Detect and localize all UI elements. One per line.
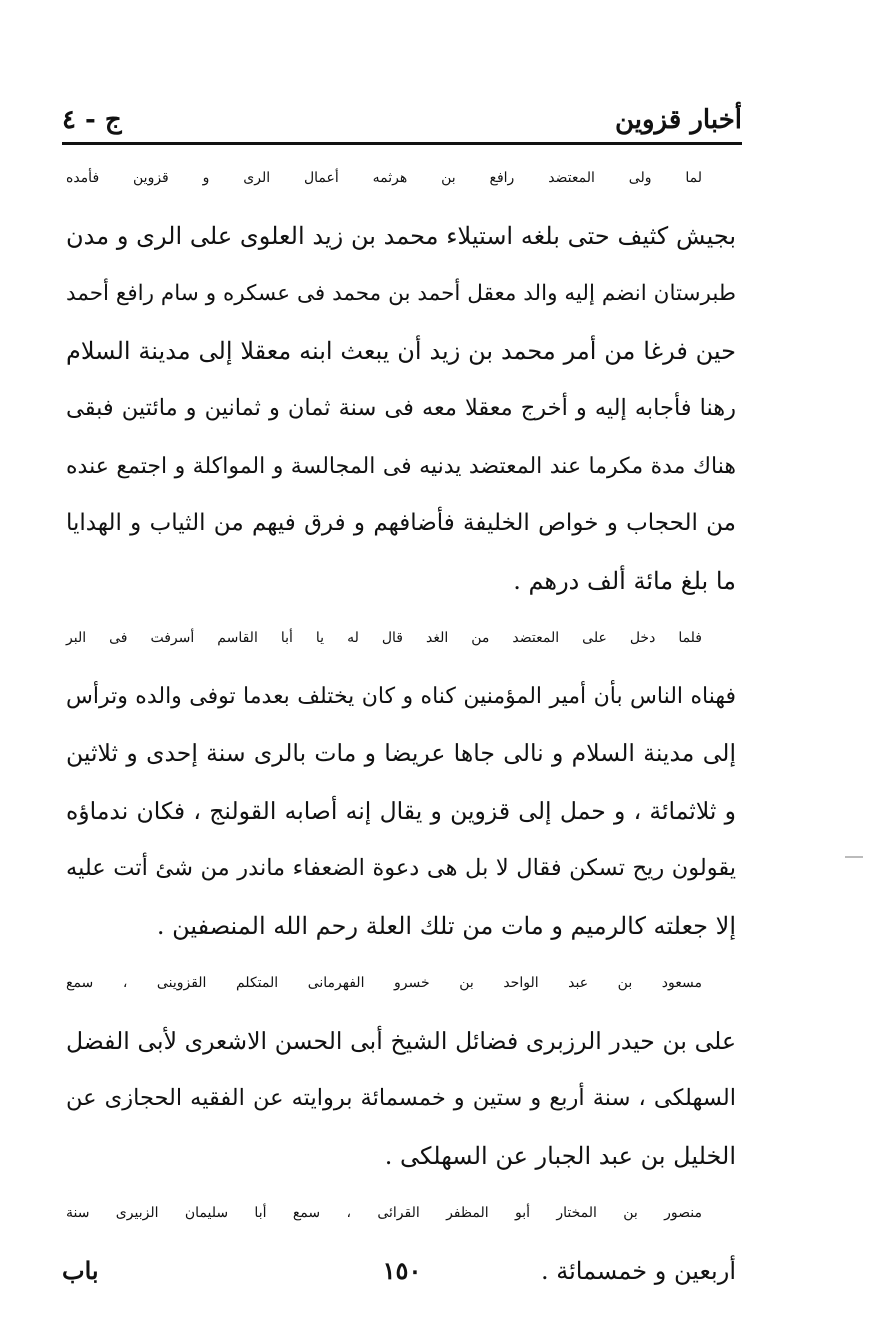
text-line: إلى مدينة السلام و نالى جاها عريضا و مات بالرى سنة إحدى و ثلاثين <box>66 739 736 767</box>
text-line: و ثلاثمائة ، و حمل إلى قزوين و يقال إنه أصابه القولنج ، فكان ندماؤه <box>66 796 736 825</box>
text-line: حين فرغا من أمر محمد بن زيد أن يبعث ابنه معقلا إلى مدينة السلام <box>66 336 736 365</box>
paragraph <box>66 610 736 955</box>
text-line: رهنا فأجابه إليه و أخرج معقلا معه فى سنة ثمان و ثمانين و مائتين فبقى <box>66 395 736 421</box>
text-line: الخليل بن عبد الجبار عن السهلكى . <box>384 1141 736 1170</box>
text-line: بجيش كثيف حتى بلغه استيلاء محمد بن زيد العلوى على الرى و مدن <box>66 221 736 250</box>
text-line: لما ولى المعتضد رافع بن هرثمه أعمال الرى و قزوين فأمده <box>66 170 702 186</box>
text-line: على بن حيدر الرزبرى فضائل الشيخ أبى الحسن الاشعرى لأبى الفضل <box>66 1026 736 1055</box>
page-number: ١٥٠ <box>382 1256 422 1285</box>
catchword: باب <box>62 1256 99 1285</box>
scan-mark <box>845 856 863 858</box>
text-line: مسعود بن عبد الواحد بن خسرو الفهرمانى المتكلم القزوينى ، سمع <box>66 975 702 991</box>
running-header <box>62 98 742 142</box>
text-line: إلا جعلته كالرميم و مات من تلك العلة رحم الله المنصفين . <box>156 911 736 940</box>
text-line: يقولون ريح تسكن فقال لا بل هى دعوة الضعفاء ماندر من شئ أتت عليه <box>66 855 736 881</box>
body-text <box>66 150 736 1300</box>
paragraph <box>66 150 736 610</box>
book-title: أخبار قزوين <box>614 105 742 135</box>
text-line: من الحجاب و خواص الخليفة فأضافهم و فرق فيهم من الثياب و الهدايا <box>66 510 736 536</box>
text-line: منصور بن المختار أبو المظفر القرائى ، سمع أبا سليمان الزبيرى سنة <box>66 1205 702 1221</box>
text-line: أربعين و خمسمائة . <box>541 1256 736 1285</box>
text-line: فهناه الناس بأن أمير المؤمنين كناه و كان يختلف بعدما توفى والده وترأس <box>66 683 736 709</box>
text-line: هناك مدة مكرما عند المعتضد يدنيه فى المجالسة و المواكلة و اجتمع عنده <box>66 453 736 479</box>
header-rule <box>62 142 742 145</box>
text-line: ما بلغ مائة ألف درهم . <box>513 566 736 595</box>
text-line: السهلكى ، سنة أربع و ستين و خمسمائة بروايته عن الفقيه الحجازى عن <box>66 1085 736 1111</box>
paragraph <box>66 955 736 1185</box>
page-footer <box>62 1250 742 1294</box>
text-line: فلما دخل على المعتضد من الغد قال له يا أبا القاسم أسرفت فى البر <box>66 630 703 646</box>
volume-label: ج - ٤ <box>62 105 122 135</box>
text-line: طبرستان انضم إليه والد معقل أحمد بن محمد فى عسكره و سام رافع أحمد <box>66 281 736 306</box>
